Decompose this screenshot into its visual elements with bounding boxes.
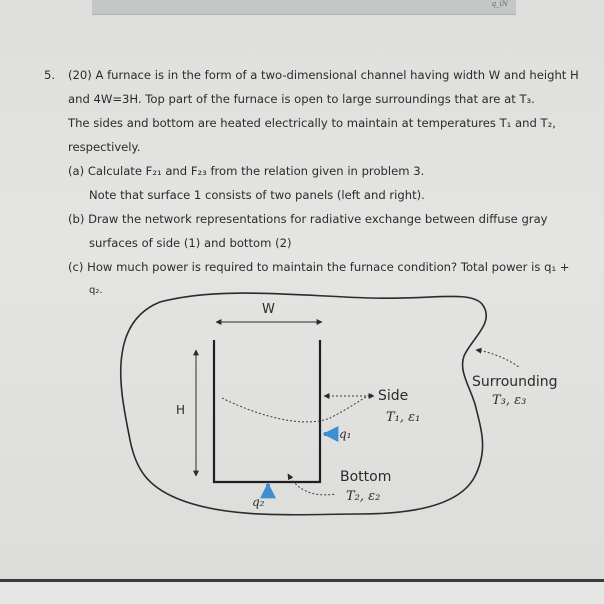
bottom-margin bbox=[0, 582, 604, 604]
side-label: Side bbox=[378, 388, 409, 404]
height-label: H bbox=[176, 403, 186, 417]
surrounding-label: Surrounding bbox=[472, 374, 558, 390]
width-label: W bbox=[262, 302, 275, 317]
side-dashed-curve bbox=[222, 394, 372, 422]
corner-label: q_iN bbox=[491, 0, 508, 8]
part-c-line-1: (c) How much power is required to maintain the furnace condition? Total power is q₁ + bbox=[68, 260, 570, 274]
side-properties: T₁, ε₁ bbox=[386, 410, 421, 425]
furnace-channel bbox=[214, 340, 320, 482]
problem-line-4: respectively. bbox=[68, 140, 141, 154]
part-b-line-2: surfaces of side (1) and bottom (2) bbox=[89, 236, 292, 250]
problem-line-3: The sides and bottom are heated electrically to maintain at temperatures T₁ and T₂, bbox=[68, 116, 556, 130]
bottom-properties: T₂, ε₂ bbox=[346, 489, 381, 504]
part-a-line-1: (a) Calculate F₂₁ and F₂₃ from the relation given in problem 3. bbox=[68, 164, 425, 178]
problem-number: 5. bbox=[44, 68, 56, 82]
part-a-line-2: Note that surface 1 consists of two panels (left and right). bbox=[89, 188, 425, 202]
surrounding-properties: T₃, ε₃ bbox=[492, 393, 527, 408]
part-b-line-1: (b) Draw the network representations for radiative exchange between diffuse gray bbox=[68, 212, 548, 226]
q2-label: q₂ bbox=[252, 495, 265, 509]
part-c-line-2: q₂. bbox=[89, 285, 103, 296]
q1-label: q₁ bbox=[339, 427, 352, 441]
problem-line-2: and 4W=3H. Top part of the furnace is open to large surroundings that are at T₃. bbox=[68, 92, 535, 106]
problem-line-1: (20) A furnace is in the form of a two-dimensional channel having width W and height H bbox=[68, 68, 579, 82]
bottom-label: Bottom bbox=[340, 469, 392, 485]
bottom-dashed-leader bbox=[288, 474, 336, 495]
surrounding-dashed-leader bbox=[476, 350, 520, 368]
